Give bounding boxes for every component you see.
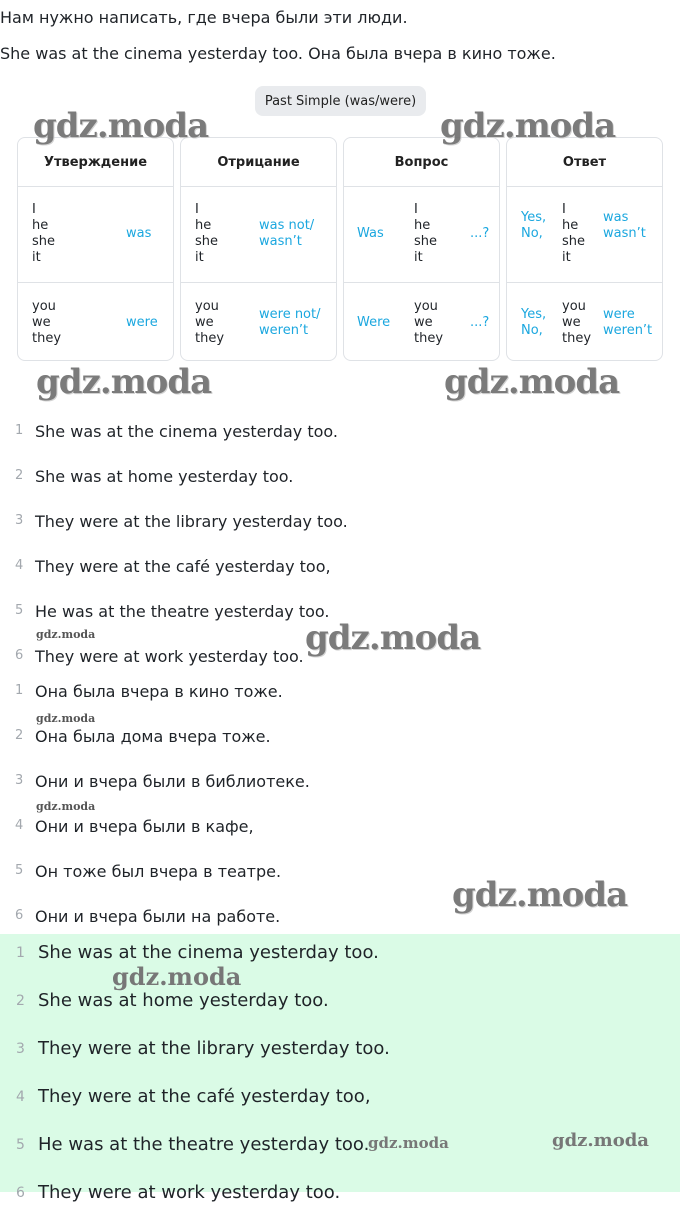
yes-no: Yes, No, [521,210,547,241]
aux-verb: Were [357,315,391,330]
watermark: gdz.moda [112,962,242,991]
question-ellipsis: ...? [470,226,490,241]
watermark: gdz.moda [368,1134,449,1152]
watermark: gdz.moda [36,712,96,725]
list-item: 3 Они и вчера были в библиотеке. [15,772,310,791]
list-item: 5 Он тоже был вчера в театре. [15,862,282,881]
list-item: 2 She was at home yesterday too. [16,990,329,1011]
example-sentence: She was at the cinema yesterday too. Она была вчера в кино тоже. [0,44,556,63]
column-header: Утверждение [18,138,173,187]
pronoun-list: I he she it [414,202,438,265]
watermark: gdz.moda [36,628,96,641]
question-ellipsis: ...? [470,315,490,330]
list-item: 4 They were at the café yesterday too, [15,557,331,576]
verb-form: was wasn’t [603,210,646,241]
list-item: 3 They were at the library yesterday too. [16,1038,390,1059]
list-item: 6 Они и вчера были на работе. [15,907,281,926]
watermark: gdz.moda [305,618,481,658]
watermark: gdz.moda [444,362,620,402]
pronoun-list: you we they [32,299,62,346]
watermark: gdz.moda [36,362,212,402]
column-answer [506,137,663,361]
verb-form: were weren’t [603,307,653,338]
table-title: Past Simple (was/were) [255,86,426,116]
pronoun-list: I he she it [562,202,586,265]
watermark: gdz.moda [440,106,616,146]
pronoun-list: I he she it [195,202,219,265]
verb-form: were not/ weren’t [259,307,321,338]
column-header: Отрицание [181,138,336,187]
column-question [343,137,500,361]
column-affirmative [17,137,174,361]
aux-verb: Was [357,226,384,241]
verb-form: was not/ wasn’t [259,218,315,249]
pronoun-list: you we they [414,299,444,346]
watermark: gdz.moda [36,800,96,813]
watermark: gdz.moda [552,1130,649,1151]
list-item: 2 She was at home yesterday too. [15,467,294,486]
pronoun-list: you we they [195,299,225,346]
intro-text: Нам нужно написать, где вчера были эти люди. [0,8,408,27]
list-item: 1 She was at the cinema yesterday too. [16,942,379,963]
yes-no: Yes, No, [521,307,547,338]
list-item: 1 She was at the cinema yesterday too. [15,422,338,441]
list-item: 2 Она была дома вчера тоже. [15,727,271,746]
watermark: gdz.moda [452,875,628,915]
list-item: 3 They were at the library yesterday too. [15,512,348,531]
highlighted-answers [0,934,680,1203]
column-header: Вопрос [344,138,499,187]
list-item: 1 Она была вчера в кино тоже. [15,682,283,701]
list-item: 4 They were at the café yesterday too, [16,1086,371,1107]
column-header: Ответ [507,138,662,187]
list-item: 5 He was at the theatre yesterday too. [15,602,330,621]
list-item: 6 They were at work yesterday too. [16,1182,341,1203]
verb-form: was [126,226,152,241]
pronoun-list: you we they [562,299,592,346]
list-item: 4 Они и вчера были в кафе, [15,817,254,836]
list-item: 6 They were at work yesterday too. [15,647,304,666]
list-item: 5 He was at the theatre yesterday too. [16,1134,370,1155]
pronoun-list: I he she it [32,202,56,265]
watermark: gdz.moda [33,106,209,146]
column-negative [180,137,337,361]
verb-form: were [126,315,158,330]
